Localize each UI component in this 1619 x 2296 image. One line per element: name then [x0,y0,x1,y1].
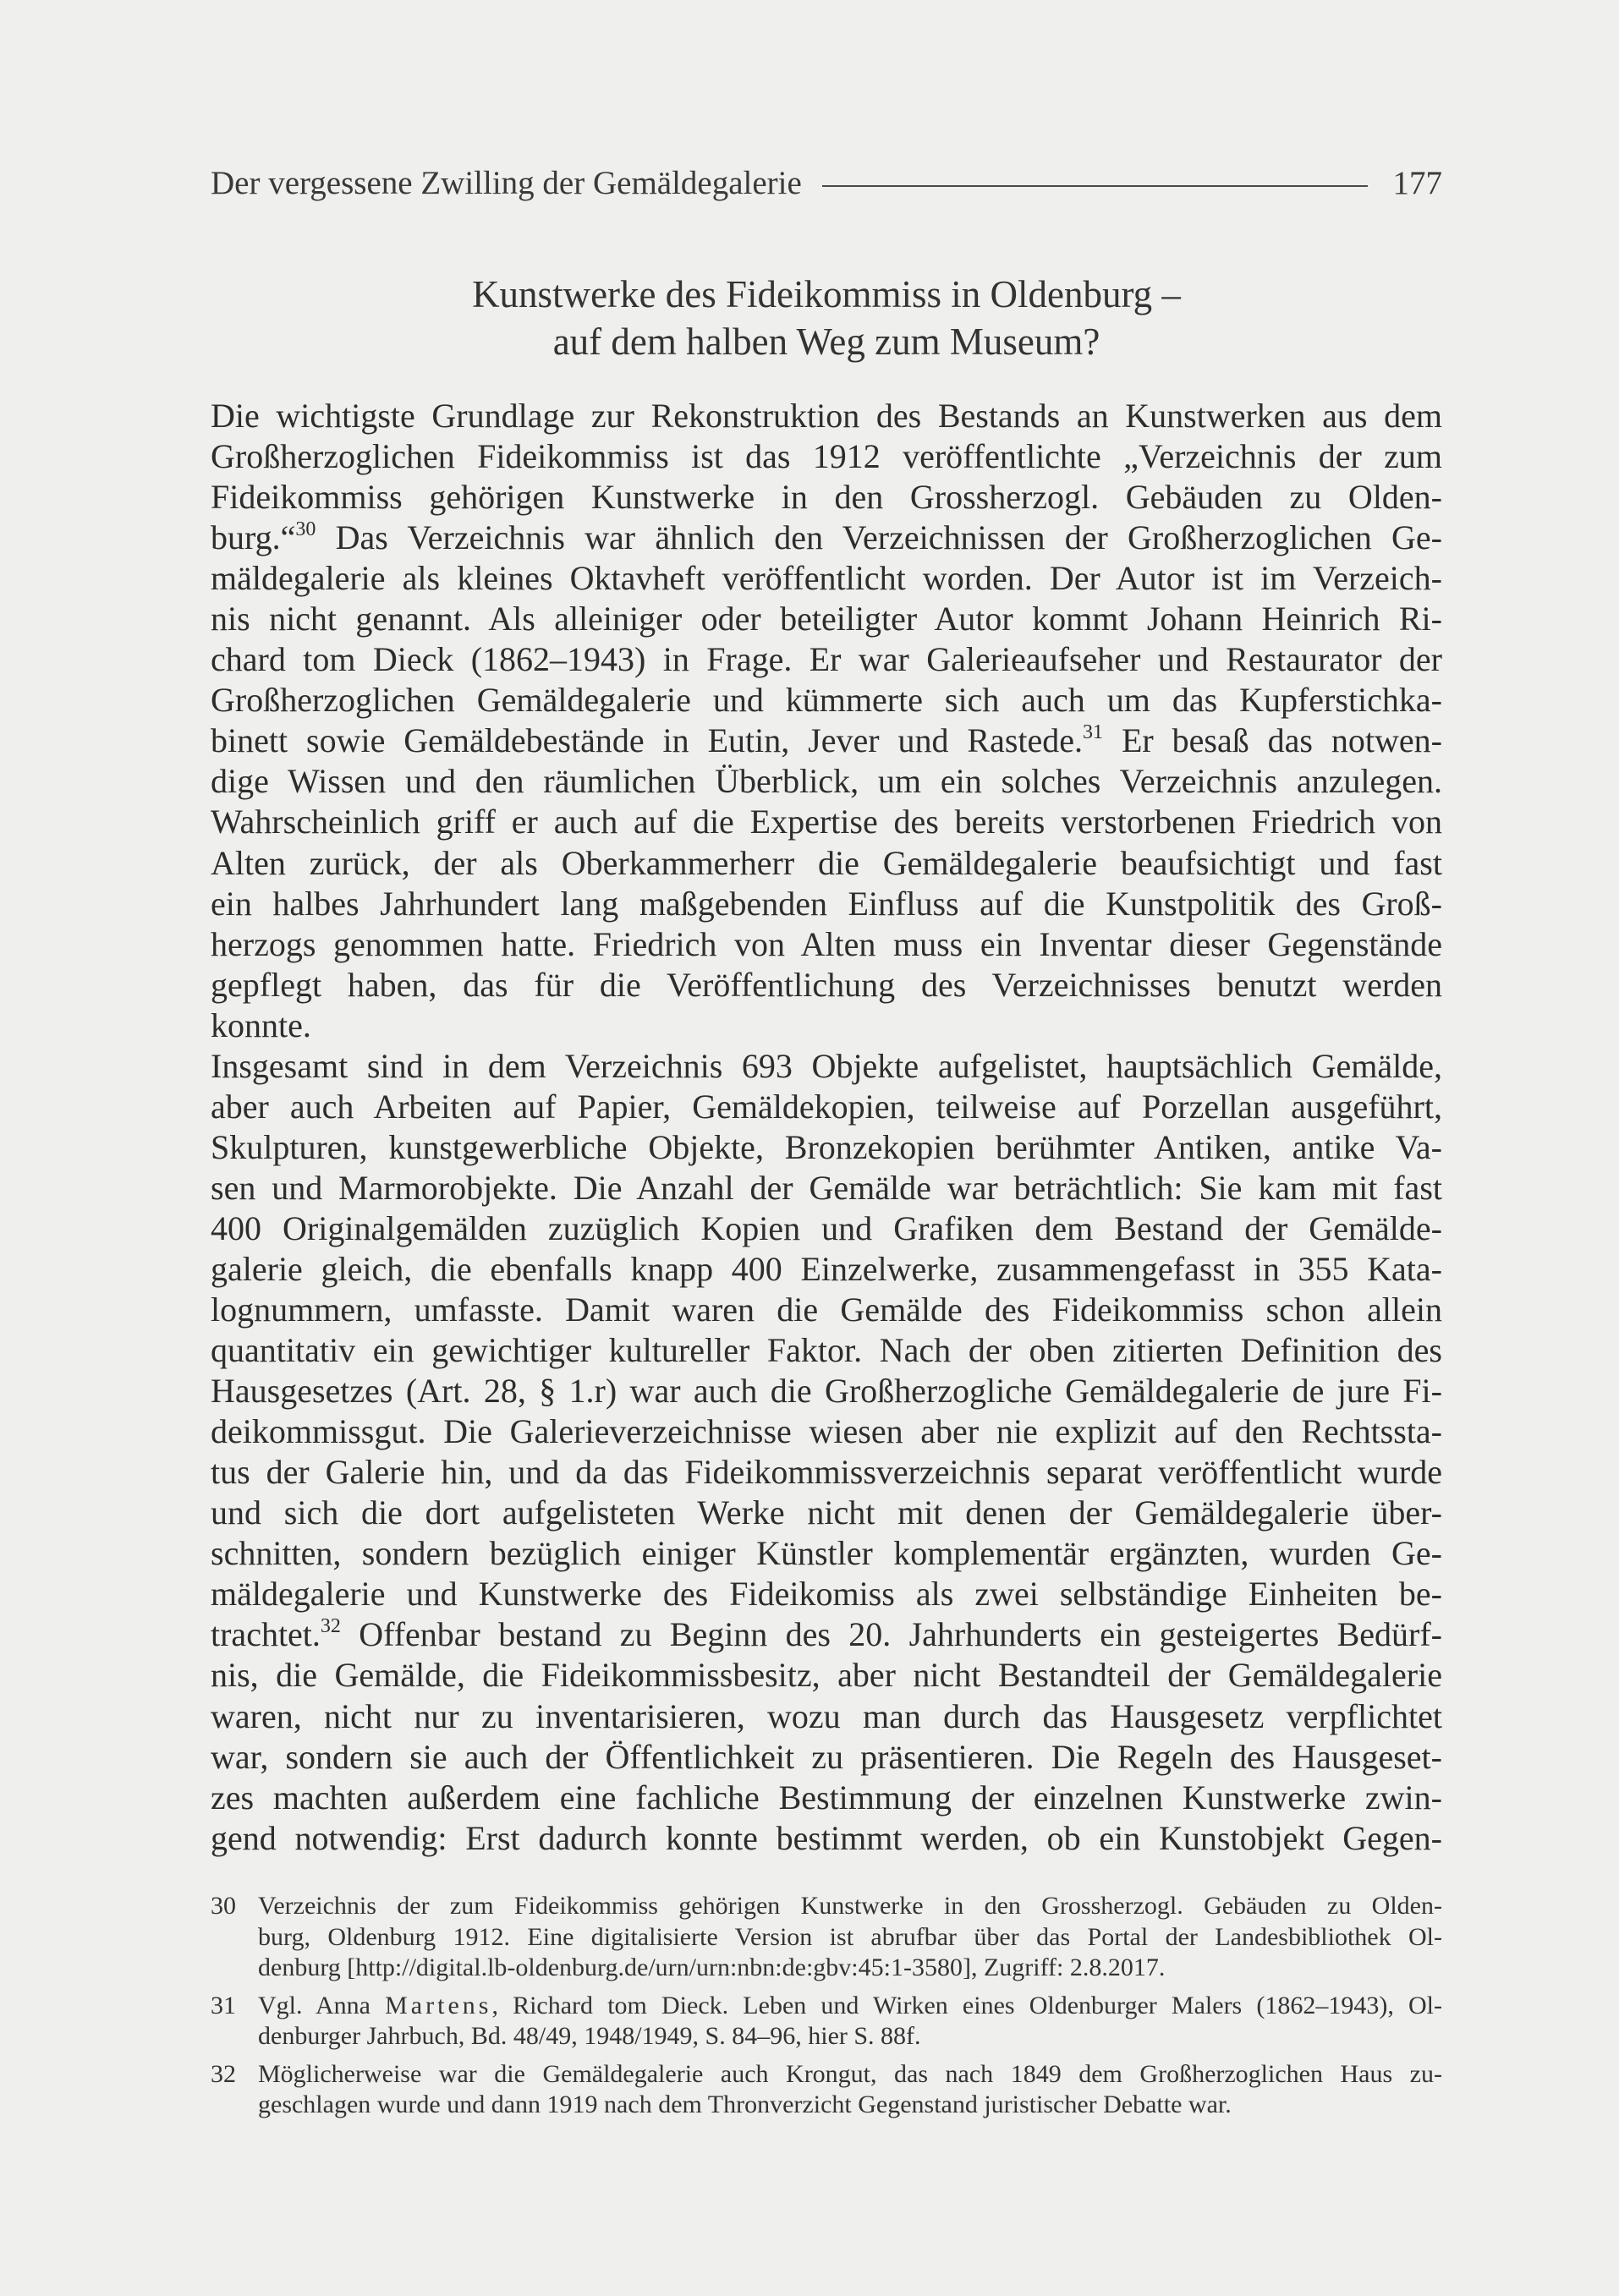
text-line: galerie gleich, die ebenfalls knapp 400 Einzelwerke, zusammengefasst in 355 Kata- [211,1249,1442,1288]
section-title-line: Kunstwerke des Fideikommiss in Oldenburg – [472,273,1181,315]
text-line: Alten zurück, der als Oberkammerherr die Gemäldegalerie beaufsichtigt und fast [211,843,1442,882]
text-line: chard tom Dieck (1862–1943) in Frage. Er war Galerieaufseher und Restaurator der [211,640,1442,679]
text-line: zes machten außerdem eine fachliche Bestimmung der einzelnen Kunstwerke zwin- [211,1778,1442,1817]
text-line: dige Wissen und den räumlichen Überblick, um ein solches Verzeichnis anzulegen. [211,762,1442,801]
text-line: konnte. [211,1006,311,1044]
text-line [211,518,1442,558]
footnote-line: Verzeichnis der zum Fideikommiss gehörigen Kunstwerke in den Grossherzogl. Gebäuden zu Olden- [258,1892,1442,1920]
text-fragment: , Richard tom Dieck. Leben und Wirken eines Oldenburger Malers (1862–1943), Ol- [491,1991,1442,2019]
text-line [211,721,1442,761]
footnote-30 [211,1891,1442,1984]
text-line: gepflegt haben, das für die Veröffentlichung des Verzeichnisses benutzt werden [211,965,1442,1004]
text-fragment: Offenbar bestand zu Beginn des 20. Jahrhunderts ein gesteigertes Bedürf- [340,1615,1442,1654]
text-line: lognummern, umfasste. Damit waren die Gemälde des Fideikommiss schon allein [211,1290,1442,1329]
text-line: Wahrscheinlich griff er auch auf die Expertise des bereits verstorbenen Friedrich von [211,803,1442,841]
footnote-31 [211,1991,1442,2052]
footnote-text [258,2059,1442,2121]
text-line: nis nicht genannt. Als alleiniger oder beteiligter Autor kommt Johann Heinrich Ri- [211,600,1442,638]
text-line: nis, die Gemälde, die Fideikommissbesitz, aber nicht Bestandteil der Gemäldegalerie [211,1656,1442,1695]
section-title [211,271,1442,365]
text-line [211,1614,1442,1655]
text-line: Hausgesetzes (Art. 28, § 1.r) war auch die Großherzogliche Gemäldegalerie de jure Fi- [211,1372,1442,1411]
running-head-rule [822,185,1368,187]
text-fragment: Er besaß das notwen- [1103,721,1442,760]
body-text [211,396,1442,1859]
footnote-text [258,1991,1442,2052]
text-line: herzogs genommen hatte. Friedrich von Alten muss ein Inventar dieser Gegenstände [211,924,1442,963]
author-name: Martens [385,1991,492,2019]
footnote-number: 30 [211,1892,236,1920]
footnote-line: denburger Jahrbuch, Bd. 48/49, 1948/1949, S. 84–96, hier S. 88f. [258,2022,921,2050]
text-line: Großherzoglichen Fideikommiss ist das 1912 veröffentlichte „Verzeichnis der zum [211,437,1442,476]
footnote-line: geschlagen wurde und dann 1919 nach dem Thronverzicht Gegenstand juristischer Debatte war. [258,2091,1232,2118]
footnote-ref-32[interactable]: 32 [320,1615,341,1638]
text-line: aber auch Arbeiten auf Papier, Gemäldekopien, teilweise auf Porzellan ausgeführt, [211,1087,1442,1126]
text-line: schnitten, sondern bezüglich einiger Künstler komplementär ergänzten, wurden Ge- [211,1534,1442,1573]
footnote-line: burg, Oldenburg 1912. Eine digitalisierte Version ist abrufbar über das Portal der Landesbibliothek Ol- [258,1922,1442,1951]
text-line: quantitativ ein gewichtiger kultureller Faktor. Nach der oben zitierten Definition des [211,1331,1442,1370]
text-line: Großherzoglichen Gemäldegalerie und kümmerte sich auch um das Kupferstichka- [211,681,1442,720]
text-line: deikommissgut. Die Galerieverzeichnisse wiesen aber nie explizit auf den Rechtssta- [211,1412,1442,1451]
text-line: Die wichtigste Grundlage zur Rekonstruktion des Bestands an Kunstwerken aus dem [211,397,1442,435]
footnote-text [258,1891,1442,1984]
text-fragment: trachtet. [211,1615,321,1654]
page-number: 177 [1392,164,1442,201]
footnote-number: 32 [211,2059,236,2088]
running-head-title: Der vergessene Zwilling der Gemäldegalerie [211,164,802,201]
text-line: ein halbes Jahrhundert lang maßgebenden Einfluss auf die Kunstpolitik des Groß- [211,884,1442,923]
text-line: sen und Marmorobjekte. Die Anzahl der Gemälde war beträchtlich: Sie kam mit fast [211,1168,1442,1207]
footnote-number: 31 [211,1991,236,2019]
text-line: waren, nicht nur zu inventarisieren, wozu man durch das Hausgesetz verpflichtet [211,1696,1442,1735]
running-head [211,157,1442,208]
footnote-ref-31[interactable]: 31 [1083,721,1104,744]
footnote-line: Möglicherweise war die Gemäldegalerie auch Krongut, das nach 1849 dem Großherzoglichen Haus zu- [258,2059,1442,2088]
footnote-line: denburg [http://digital.lb-oldenburg.de/urn/urn:nbn:de:gbv:45:1-3580], Zugriff: 2.8.2017. [258,1954,1166,1981]
text-line: mäldegalerie als kleines Oktavheft veröffentlicht worden. Der Autor ist im Verzeich- [211,559,1442,598]
text-line: Skulpturen, kunstgewerbliche Objekte, Bronzekopien berühmter Antiken, antike Va- [211,1127,1442,1166]
text-fragment: binett sowie Gemäldebestände in Eutin, Jever und Rastede. [211,721,1084,760]
text-fragment: Vgl. Anna [258,1991,386,2019]
text-line: tus der Galerie hin, und da das Fideikommissverzeichnis separat veröffentlicht wurde [211,1453,1442,1492]
text-line: Fideikommiss gehörigen Kunstwerke in den Grossherzogl. Gebäuden zu Olden- [211,478,1442,517]
text-line: mäldegalerie und Kunstwerke des Fideikomiss als zwei selbständige Einheiten be- [211,1575,1442,1614]
text-line: Insgesamt sind in dem Verzeichnis 693 Objekte aufgelistet, hauptsächlich Gemälde, [211,1046,1442,1085]
text-line: und sich die dort aufgelisteten Werke nicht mit denen der Gemäldegalerie über- [211,1493,1442,1532]
footnote-ref-30[interactable]: 30 [295,518,316,541]
text-fragment: burg.“ [211,518,296,557]
footnotes [211,1891,1442,2128]
text-line: gend notwendig: Erst dadurch konnte bestimmt werden, ob ein Kunstobjekt Gegen- [211,1818,1442,1857]
text-line: war, sondern sie auch der Öffentlichkeit zu präsentieren. Die Regeln des Hausgeset- [211,1737,1442,1776]
footnote-32 [211,2059,1442,2121]
footnote-line [258,1991,1442,2022]
text-line: 400 Originalgemälden zuzüglich Kopien und Grafiken dem Bestand der Gemälde- [211,1208,1442,1247]
section-title-line: auf dem halben Weg zum Museum? [552,321,1100,363]
text-fragment: Das Verzeichnis war ähnlich den Verzeichnissen der Großherzoglichen Ge- [316,518,1442,557]
